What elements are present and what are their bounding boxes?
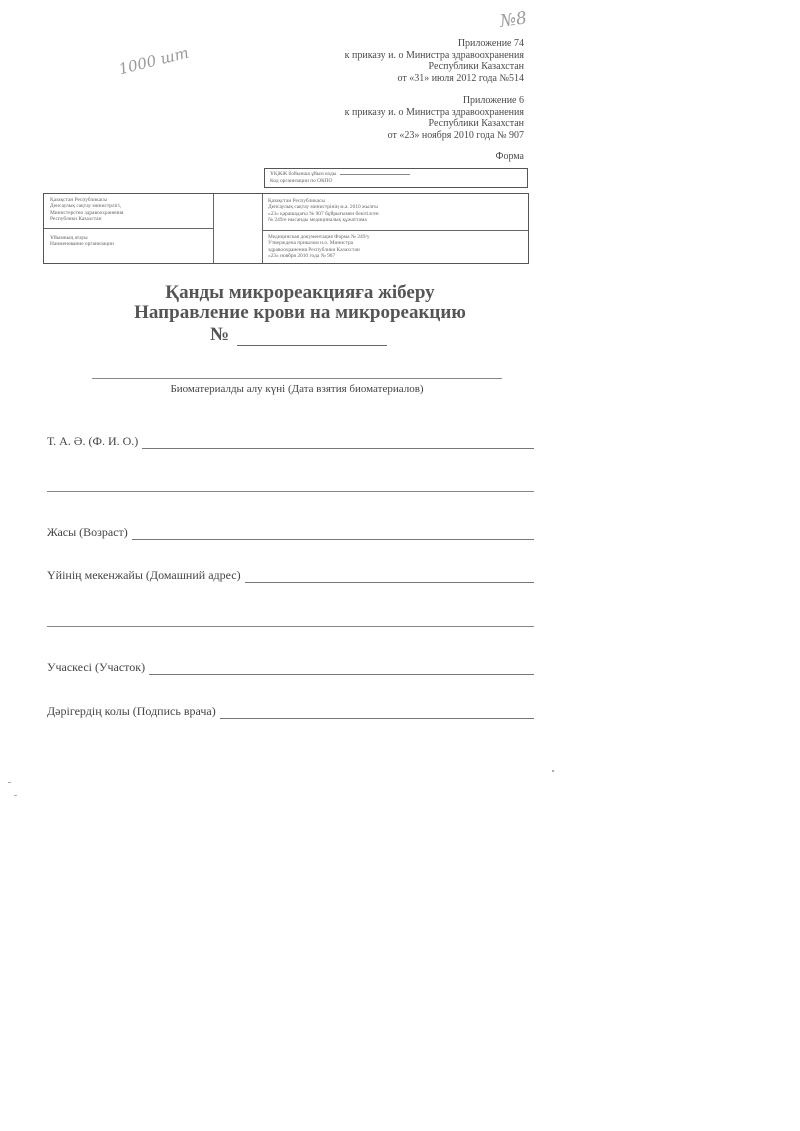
- ministry-cell: [44, 195, 213, 225]
- district-field[interactable]: [149, 662, 534, 675]
- approval-kz-line: Денсаулық сақтау министрінің м.а. 2010 жылғы: [268, 204, 378, 211]
- appendix-6-line: Приложение 6: [462, 95, 524, 106]
- number-sign: №: [210, 324, 230, 345]
- fio-field-row: [47, 433, 534, 449]
- fio-continuation-field[interactable]: [47, 491, 534, 492]
- okpo-label-ru: Код организации по ОКПО: [270, 178, 333, 184]
- table-divider: [213, 194, 214, 263]
- form-label: Форма: [495, 151, 524, 162]
- title-ru: Направление крови на микрореакцию: [134, 302, 466, 323]
- approval-kz-cell: [262, 196, 528, 226]
- signature-field-row: [47, 703, 534, 719]
- appendix-6-line: Республики Казахстан: [428, 118, 524, 130]
- ministry-line: Республики Казахстан: [50, 216, 102, 223]
- fio-field[interactable]: [142, 436, 534, 449]
- organization-line: Ұйымның атауы: [50, 235, 88, 241]
- scan-speck: [552, 770, 554, 772]
- okpo-label-kz: ҰҚЖЖ бойынша ұйым коды: [270, 171, 337, 177]
- approval-ru-line: Утверждена приказом и.о. Министра: [268, 240, 354, 247]
- approval-ru-line: Медицинская документация Форма № 249/у: [268, 234, 370, 240]
- approval-kz-line: «23» қарашадағы № 907 бұйрығымен бекітілген: [268, 210, 379, 217]
- appendix-74-line: Республики Казахстан: [428, 61, 524, 73]
- okpo-blank: [340, 174, 410, 175]
- appendix-6: [345, 95, 524, 141]
- date-field[interactable]: [92, 378, 502, 379]
- ministry-line: Денсаулық сақтау министрлігі,: [50, 203, 122, 210]
- organization-cell: [44, 233, 213, 250]
- okpo-box: [264, 168, 528, 188]
- fio-label: Т. А. Ә. (Ф. И. О.): [47, 434, 139, 448]
- appendix-74-line: Приложение 74: [457, 38, 524, 49]
- handwritten-quantity: 1000 шт: [116, 43, 191, 79]
- table-divider: [44, 228, 213, 229]
- approval-kz-line: Қазақстан Республикасы: [268, 198, 326, 204]
- age-field-row: [47, 524, 534, 540]
- age-field[interactable]: [132, 527, 534, 540]
- scan-speck: [14, 795, 17, 796]
- age-label: Жасы (Возраст): [47, 525, 128, 539]
- address-field[interactable]: [245, 570, 534, 583]
- address-continuation-field[interactable]: [47, 626, 534, 627]
- signature-label: Дәрігердің колы (Подпись врача): [47, 704, 216, 718]
- approval-ru-line: «23» ноября 2010 года № 907: [268, 253, 336, 260]
- ministry-line: Қазақстан Республикасы: [50, 197, 108, 203]
- header-table: [43, 193, 529, 264]
- approval-kz-line: № 249/е нысанды медициналық құжаттама: [268, 217, 367, 224]
- form-number-field[interactable]: [237, 329, 387, 346]
- table-divider: [262, 230, 528, 231]
- approval-ru-line: здравоохранения Республики Казахстан: [268, 246, 360, 253]
- scan-speck: [8, 782, 11, 783]
- appendix-6-line: к приказу и. о Министра здравоохранения: [344, 106, 524, 118]
- title-kz: Қанды микрореакцияға жіберу: [165, 282, 435, 303]
- appendix-6-line: от «23» ноября 2010 года № 907: [387, 129, 524, 141]
- approval-ru-cell: [262, 232, 528, 262]
- signature-field[interactable]: [220, 706, 534, 719]
- appendix-74-line: к приказу и. о Министра здравоохранения: [344, 49, 524, 61]
- organization-line: Наименование организации: [50, 241, 114, 248]
- district-label: Учаскесі (Участок): [47, 660, 146, 674]
- address-field-row: [47, 567, 534, 583]
- appendix-74-line: от «31» июля 2012 года №514: [397, 72, 524, 84]
- form-number-row: [210, 324, 387, 346]
- address-label: Үйінің мекенжайы (Домашний адрес): [47, 568, 241, 582]
- date-label: Биоматериалды алу күні (Дата взятия биоматериалов): [170, 383, 424, 395]
- appendix-74: [345, 38, 524, 84]
- ministry-line: Министерство здравоохранения: [50, 209, 124, 216]
- handwritten-number: №8: [498, 8, 529, 32]
- district-field-row: [47, 659, 534, 675]
